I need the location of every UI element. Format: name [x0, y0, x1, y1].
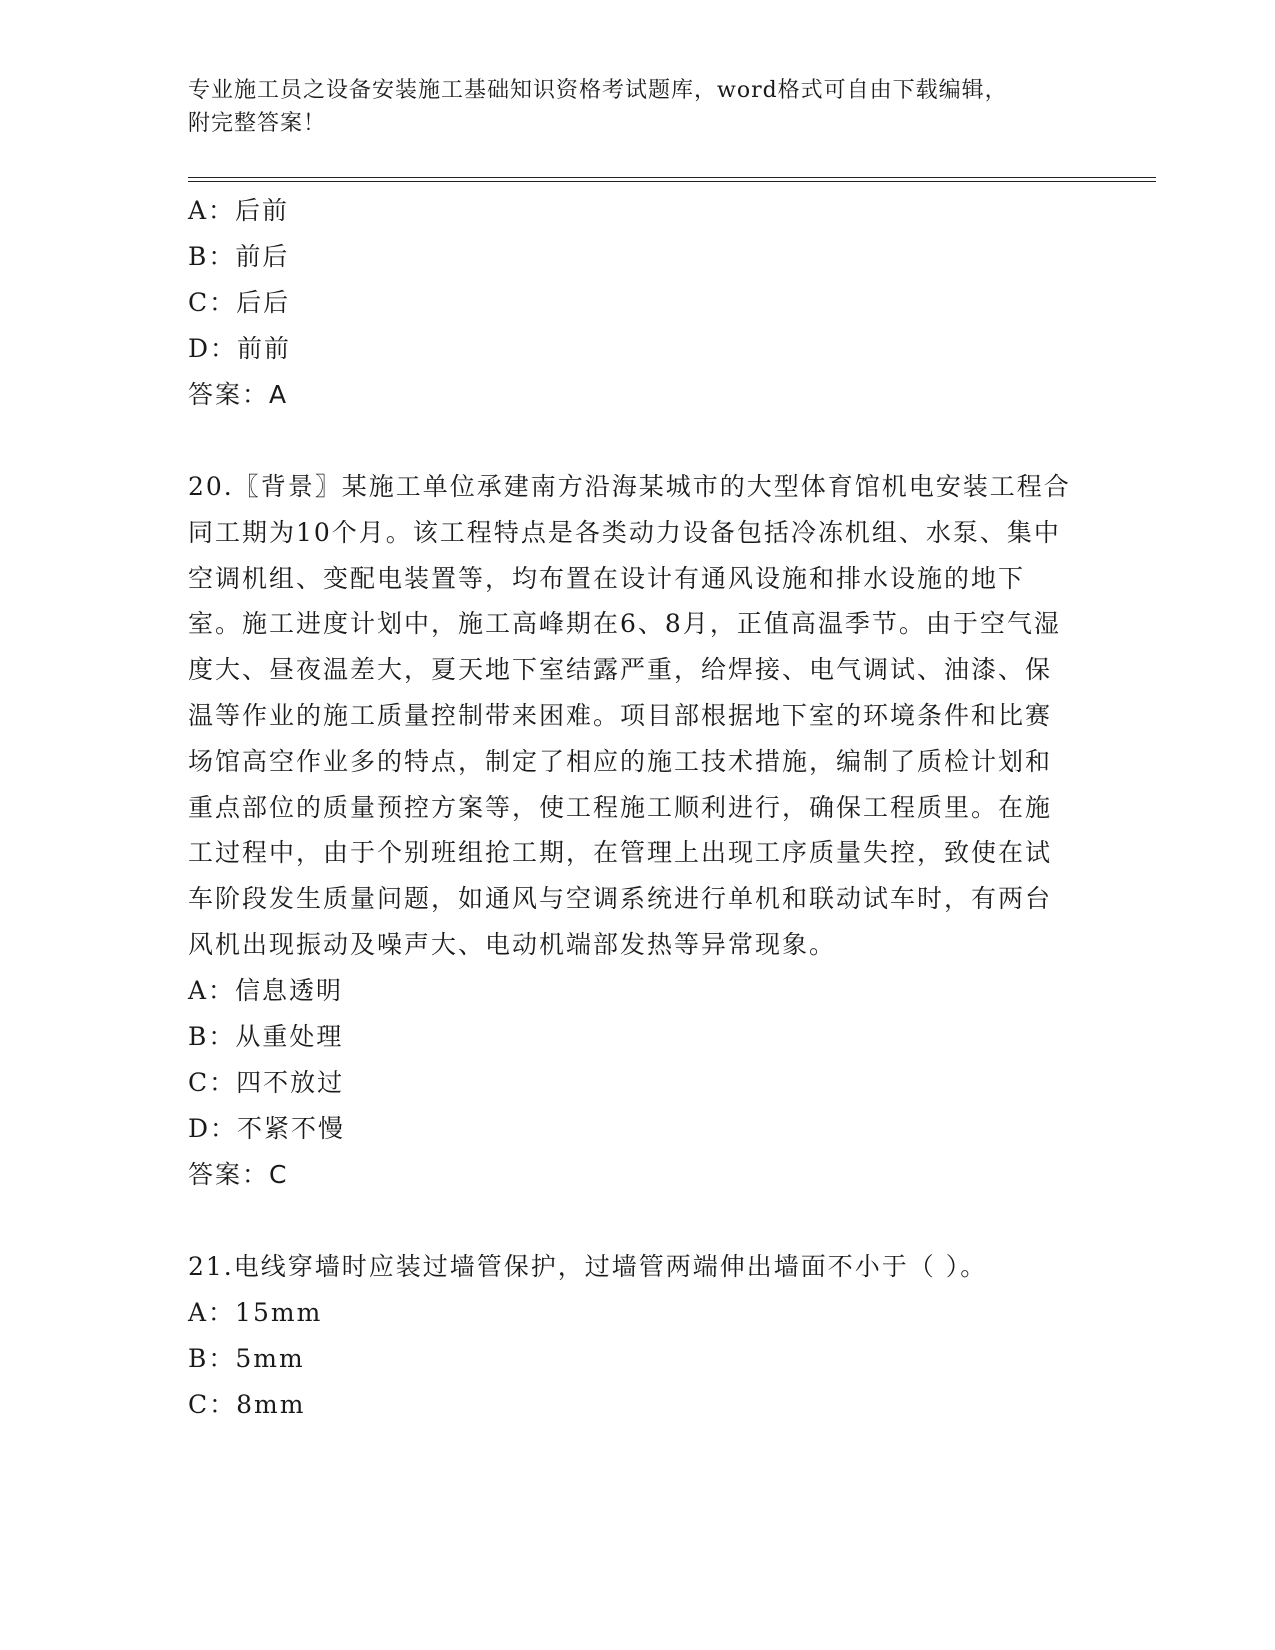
answer-line: 答案：A [188, 380, 289, 409]
answer-line: 答案：C [188, 1159, 289, 1189]
option-a: A：后前 [188, 196, 290, 225]
option-d: D：前前 [188, 334, 292, 363]
question-19-block [188, 188, 1078, 418]
option-b: B：前后 [188, 242, 290, 271]
option-b: B：5mm [188, 1343, 305, 1373]
question-content [188, 188, 1078, 1428]
option-d: D：不紧不慢 [188, 1113, 346, 1143]
option-a: A：15mm [188, 1297, 323, 1327]
option-c: C：8mm [188, 1389, 306, 1419]
header-divider [188, 177, 1156, 182]
option-b: B：从重处理 [188, 1021, 344, 1051]
option-c: C：后后 [188, 288, 291, 317]
header-line-1: 专业施工员之设备安装施工基础知识资格考试题库，word格式可自由下载编辑， [188, 78, 1008, 103]
question-20-block [188, 464, 1078, 1198]
question-gap [188, 418, 1078, 464]
header-line-2: 附完整答案！ [188, 111, 327, 136]
page-header [188, 74, 1068, 140]
question-21-block [188, 1244, 1078, 1428]
question-stem: 20.〖背景〗某施工单位承建南方沿海某城市的大型体育馆机电安装工程合同工期为10个月。该工程特点是各类动力设备包括冷冻机组、水泵、集中空调机组、变配电装置等，均布置在设计有通风设施和排水设施的地下室。施工进度计划中，施工高峰期在6、8月，正值高温季节。由于空气湿度大、昼夜温差大，夏天地下室结露严重，给焊接、电气调试、油漆、保温等作业的施工质量控制带来困难。项目部根据地下室的环境条件和比赛场馆高空作业多的特点，制定了相应的施工技术措施，编制了质检计划和重点部位的质量预控方案等，使工程施工顺利进行，确保工程质里。在施工过程中，由于个别班组抢工期，在管理上出现工序质量失控，致使在试车阶段发生质量问题，如通风与空调系统进行单机和联动试车时，有两台风机出现振动及噪声大、电动机端部发热等异常现象。 [188, 472, 1071, 959]
option-c: C：四不放过 [188, 1067, 345, 1097]
option-a: A：信息透明 [188, 975, 344, 1005]
question-gap [188, 1198, 1078, 1244]
question-stem: 21.电线穿墙时应装过墙管保护，过墙管两端伸出墙面不小于（ ）。 [188, 1251, 988, 1281]
